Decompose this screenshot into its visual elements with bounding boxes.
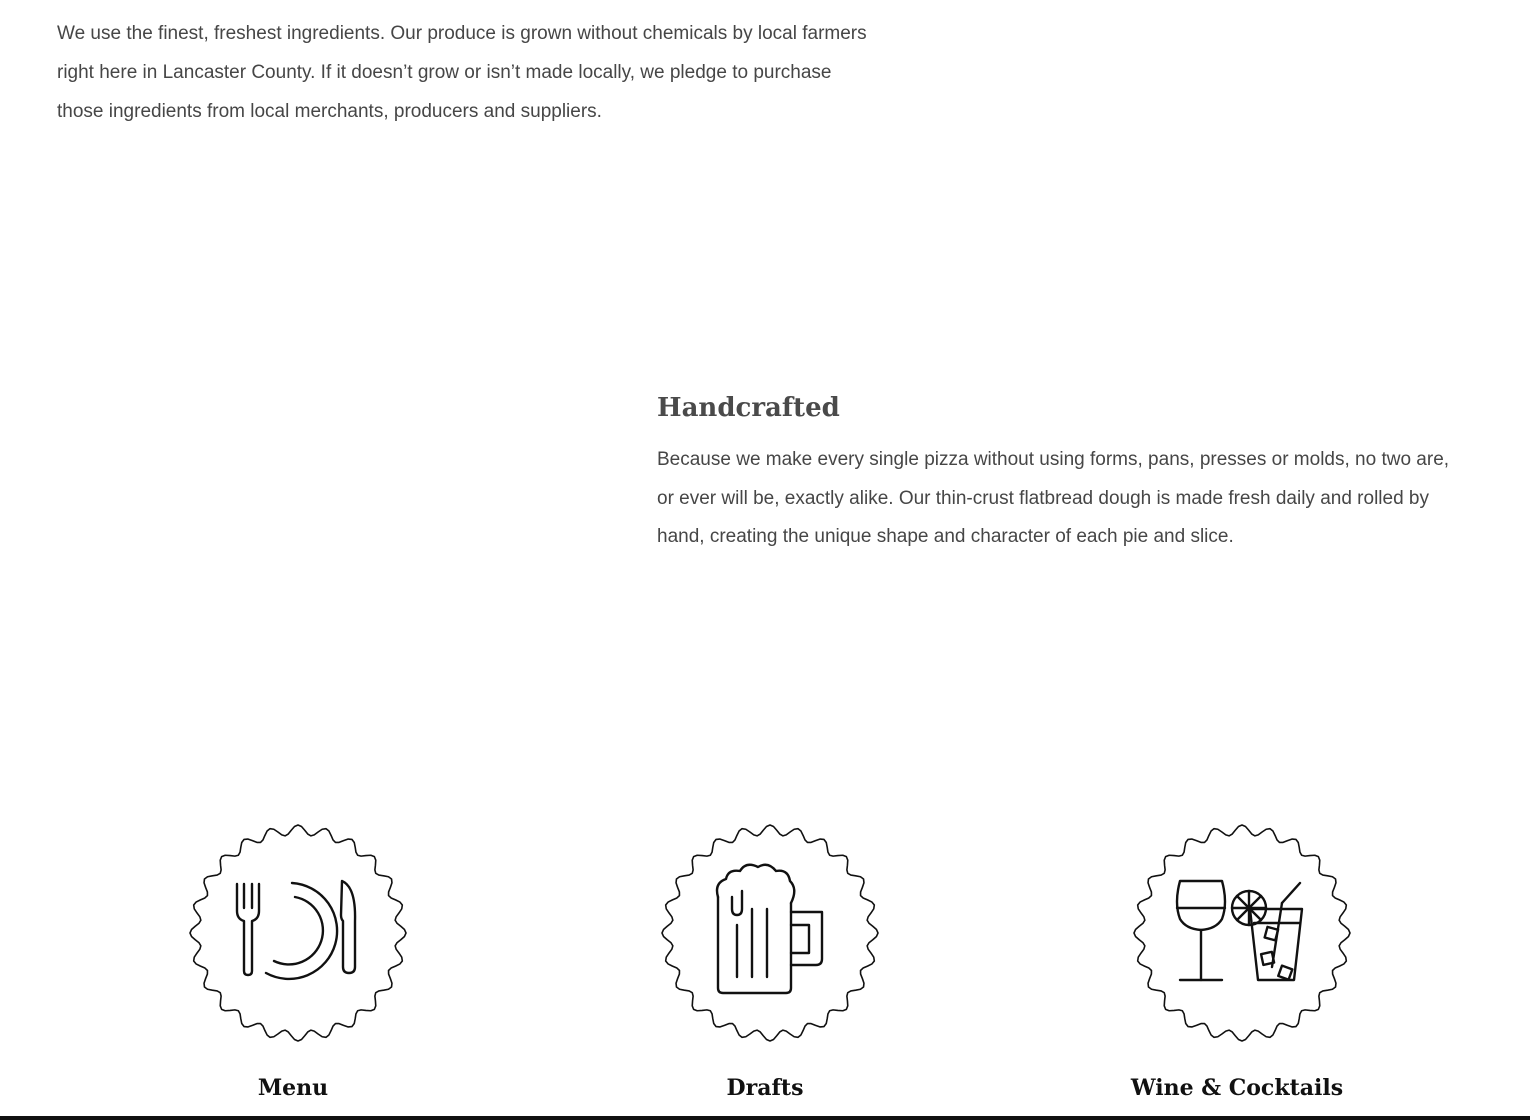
ingredients-paragraph: We use the finest, freshest ingredients. Our produce is grown without chemicals by local farmers right here in Lancaster County. If it doesn’t grow or isn’t made locally, we pledge to purchase those ingredients from local merchants, producers and suppliers. xyxy=(57,23,867,122)
drafts-link[interactable] xyxy=(635,818,895,1113)
bottom-divider xyxy=(0,1116,1530,1120)
handcrafted-heading: Handcrafted xyxy=(657,393,840,423)
wine-cocktails-link[interactable] xyxy=(1107,818,1367,1113)
wine-cocktail-icon xyxy=(1127,818,1357,1048)
drafts-label: Drafts xyxy=(726,1075,804,1101)
handcrafted-paragraph: Because we make every single pizza without using forms, pans, presses or molds, no two are, or ever will be, exactly alike. Our thin-crust flatbread dough is made fresh daily and rolled by hand, creating the unique shape and character of each pie and slice. xyxy=(657,449,1450,547)
menu-label: Menu xyxy=(257,1075,329,1101)
plate-utensils-icon xyxy=(183,818,413,1048)
beer-mug-icon xyxy=(655,818,885,1048)
menu-link[interactable] xyxy=(163,818,423,1113)
wine-cocktails-label: Wine & Cocktails xyxy=(1130,1075,1344,1101)
